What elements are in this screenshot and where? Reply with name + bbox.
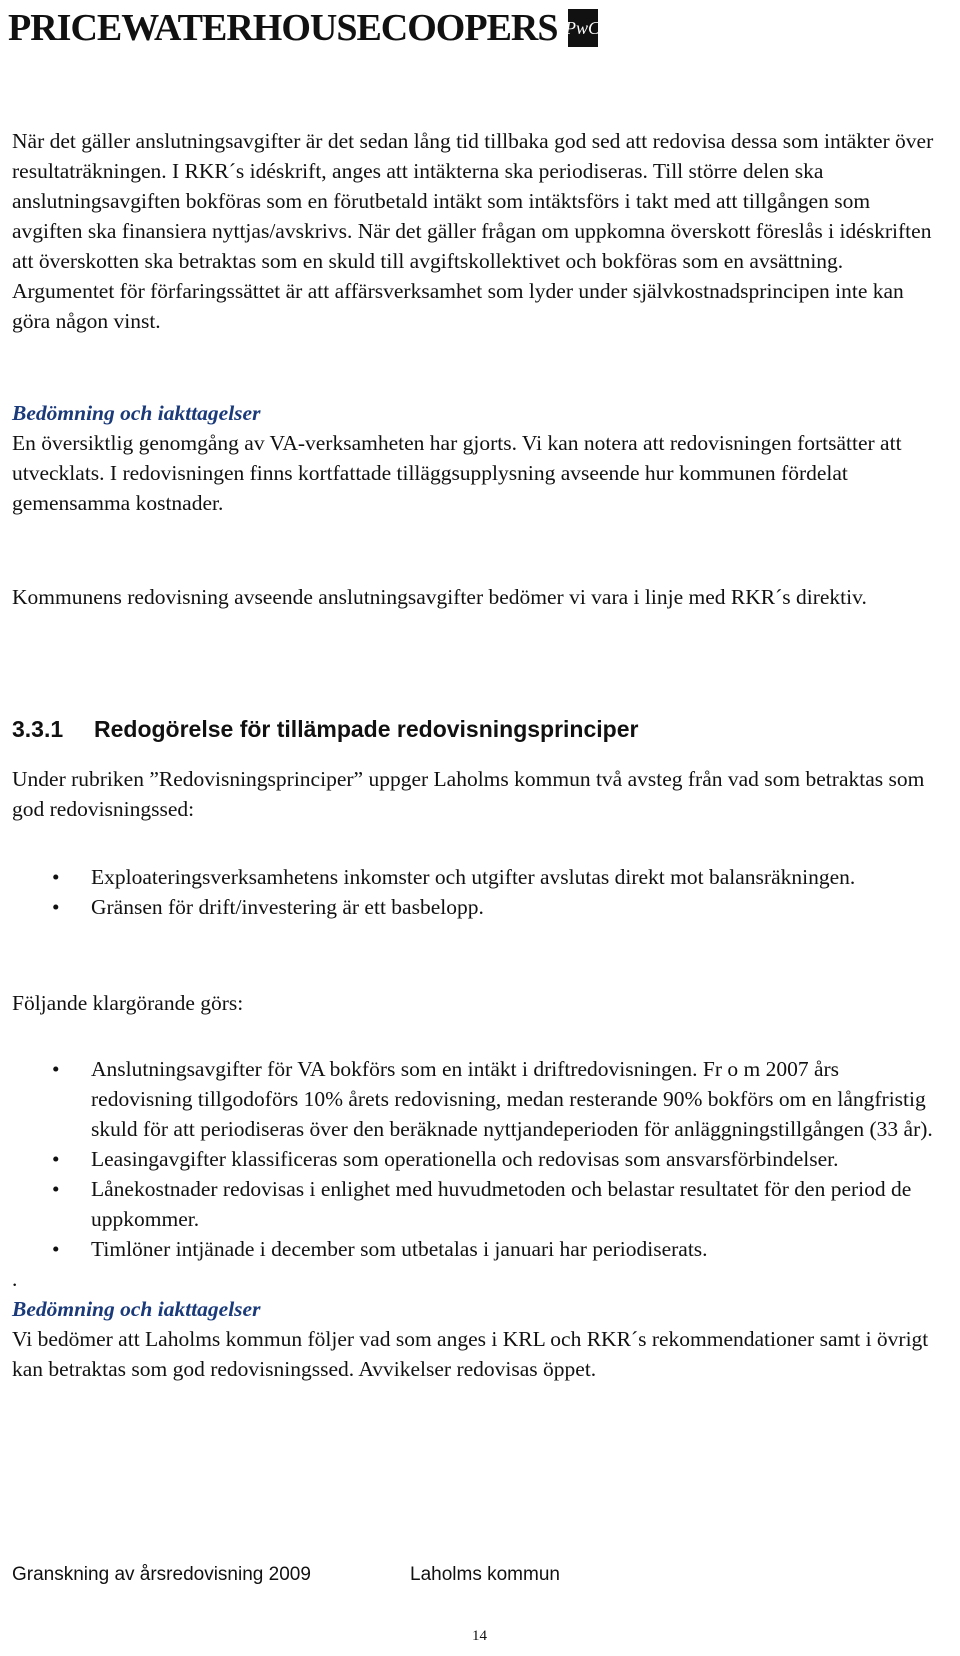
list-item bbox=[12, 892, 942, 922]
company-logo bbox=[8, 6, 601, 50]
assessment-1-conclusion-block bbox=[12, 582, 942, 612]
assessment-1-text: En översiktlig genomgång av VA-verksamheten har gjorts. Vi kan notera att redovisningen fortsätter att utvecklats. I redovisningen finns kortfattade tilläggsupplysning avseende hur kommunen fördelat gemensamma kostnader. bbox=[12, 431, 902, 515]
list-item-text: Exploateringsverksamhetens inkomster och utgifter avslutas direkt mot balansräkningen. bbox=[91, 865, 856, 889]
list-item bbox=[12, 1234, 942, 1264]
assessment-1-conclusion: Kommunens redovisning avseende anslutningsavgifter bedömer vi vara i linje med RKR´s direktiv. bbox=[12, 585, 867, 609]
deviations-list bbox=[12, 862, 942, 922]
bullet-icon: • bbox=[52, 1177, 60, 1201]
section-intro: Under rubriken ”Redovisningsprinciper” uppger Laholms kommun två avsteg från vad som betraktas som god redovisningssed: bbox=[12, 767, 925, 821]
list-item-text: Gränsen för drift/investering är ett basbelopp. bbox=[91, 895, 484, 919]
list-item-text: Timlöner intjänade i december som utbetalas i januari har periodiserats. bbox=[91, 1237, 708, 1261]
assessment-1-block bbox=[12, 398, 942, 518]
logo-mark-icon: PwC bbox=[568, 9, 598, 47]
clarifications-intro-block bbox=[12, 988, 942, 1018]
list-item-text: Anslutningsavgifter för VA bokförs som en intäkt i driftredovisningen. Fr o m 2007 års redovisning tillgodoförs 10% årets redovisning, medan resterande 90% bokförs om en långfristig skuld för att periodiseras över den beräknade nyttjandeperioden för anläggningstillgången (33 år). bbox=[91, 1057, 933, 1141]
intro-paragraph: När det gäller anslutningsavgifter är det sedan lång tid tillbaka god sed att redovisa dessa som intäkter över resultaträkningen. I RKR´s idéskrift, anges att intäkterna ska periodiseras. Till större delen ska anslutningsavgiften bokföras som en förutbetald intäkt som intäktsförs i takt med att tillgången som avgiften ska finansiera nyttjas/avskrivs. När det gäller frågan om uppkomna överskott föreslås i idéskriften att överskotten ska betraktas som en skuld till avgiftskollektivet och bokföras som en avsättning. Argumentet för förfaringssättet är att affärsverksamhet som lyder under självkostnadsprincipen inte kan göra någon vinst. bbox=[12, 129, 934, 333]
deviations-list-block bbox=[12, 862, 942, 922]
footer-report-title: Granskning av årsredovisning 2009 bbox=[12, 1564, 311, 1585]
list-item bbox=[12, 1144, 942, 1174]
list-item bbox=[12, 862, 942, 892]
bullet-icon: • bbox=[52, 1147, 60, 1171]
assessment-2-text: Vi bedömer att Laholms kommun följer vad som anges i KRL och RKR´s rekommendationer samt i övrigt kan betraktas som god redovisningssed. Avvikelser redovisas öppet. bbox=[12, 1327, 929, 1381]
list-item bbox=[12, 1054, 942, 1144]
stray-dot: . bbox=[12, 1267, 18, 1291]
bullet-icon: • bbox=[52, 1057, 60, 1081]
logo-text: PRICEWATERHOUSECOOPERS bbox=[8, 7, 558, 49]
clarifications-intro: Följande klargörande görs: bbox=[12, 991, 244, 1015]
assessment-1-heading: Bedömning och iakttagelser bbox=[12, 401, 261, 425]
bullet-icon: • bbox=[52, 895, 60, 919]
page-number: 14 bbox=[472, 1628, 487, 1644]
section-title: Redogörelse för tillämpade redovisningsprinciper bbox=[94, 716, 639, 742]
footer-municipality: Laholms kommun bbox=[410, 1564, 560, 1585]
intro-paragraph-block bbox=[12, 126, 942, 336]
list-item bbox=[12, 1174, 942, 1234]
section-heading bbox=[12, 716, 638, 743]
section-number: 3.3.1 bbox=[12, 716, 64, 742]
section-intro-block bbox=[12, 764, 942, 824]
list-item-text: Leasingavgifter klassificeras som operationella och redovisas som ansvarsförbindelser. bbox=[91, 1147, 839, 1171]
clarifications-list bbox=[12, 1054, 942, 1264]
bullet-icon: • bbox=[52, 1237, 60, 1261]
clarifications-list-block bbox=[12, 1054, 942, 1384]
list-item-text: Lånekostnader redovisas i enlighet med huvudmetoden och belastar resultatet för den period de uppkommer. bbox=[91, 1177, 912, 1231]
assessment-2-heading: Bedömning och iakttagelser bbox=[12, 1297, 261, 1321]
bullet-icon: • bbox=[52, 865, 60, 889]
